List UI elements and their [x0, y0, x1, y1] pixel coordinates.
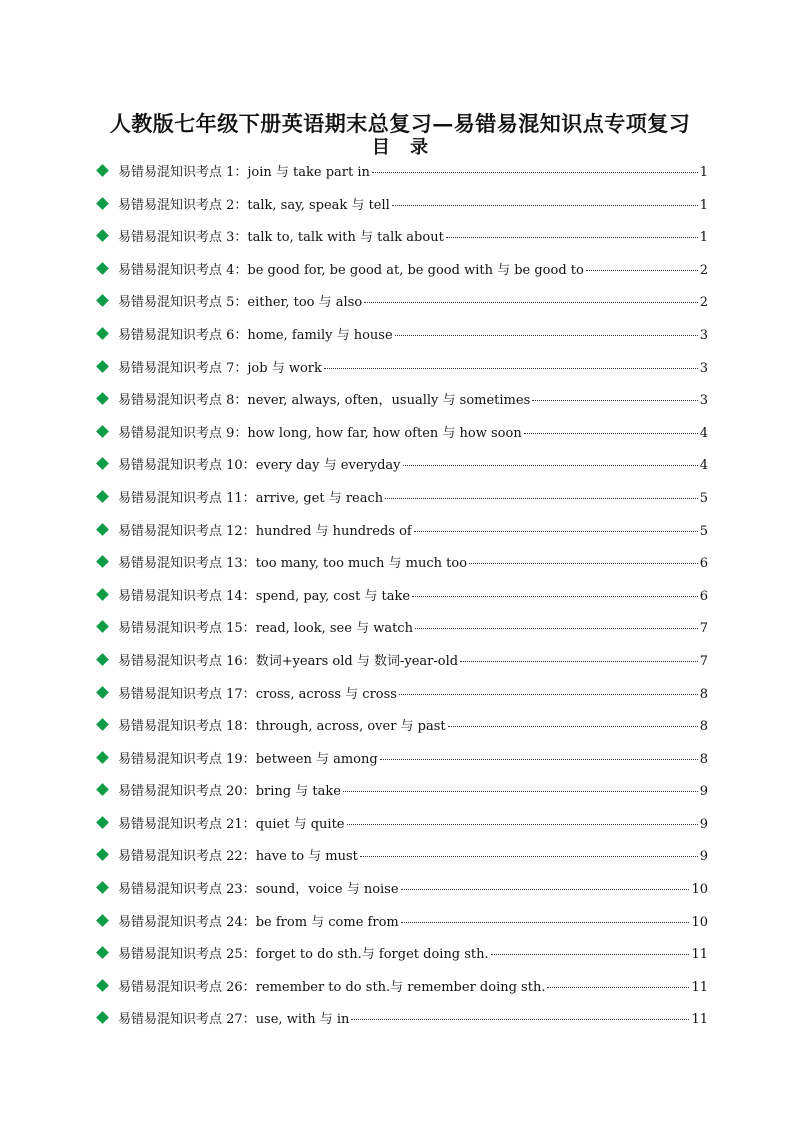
green-diamond-icon	[96, 588, 109, 601]
toc-entry[interactable]	[96, 421, 708, 454]
toc-entry-title: every day 与 everyday	[255, 458, 401, 474]
toc-entry-title: read, look, see 与 watch	[255, 621, 413, 637]
toc-entry[interactable]	[96, 747, 708, 780]
page-title: 人教版七年级下册英语期末总复习—易错易混知识点专项复习	[109, 111, 691, 137]
leader-dots	[324, 368, 698, 369]
toc-entry[interactable]	[96, 682, 708, 715]
toc-entry-label: 易错易混知识考点 12：	[118, 523, 256, 539]
toc-heading: 目 录	[371, 137, 429, 158]
green-diamond-icon	[96, 295, 109, 308]
toc-entry-page-number: 8	[699, 719, 708, 735]
leader-dots	[403, 465, 698, 466]
toc-entry-label: 易错易混知识考点 13：	[118, 556, 256, 572]
toc-entry-title: arrive, get 与 reach	[255, 490, 384, 506]
leader-dots	[364, 302, 698, 303]
toc-entry-label: 易错易混知识考点 16：	[118, 653, 256, 669]
leader-dots	[360, 856, 698, 857]
leader-dots	[448, 726, 698, 727]
toc-entry[interactable]	[96, 160, 708, 193]
toc-entry-page-number: 5	[699, 523, 708, 539]
green-diamond-icon	[96, 946, 109, 959]
toc-entry-label: 易错易混知识考点 18：	[118, 719, 256, 735]
toc-entry-label: 易错易混知识考点 23：	[118, 882, 256, 898]
toc-entry-label: 易错易混知识考点 3：	[118, 230, 248, 246]
green-diamond-icon	[96, 197, 109, 210]
toc-entry-title: quiet 与 quite	[255, 816, 345, 832]
green-diamond-icon	[96, 523, 109, 536]
toc-entry[interactable]	[96, 910, 708, 943]
toc-entry-title: 数词+years old 与 数词-year-old	[255, 653, 459, 669]
leader-dots	[343, 791, 698, 792]
toc-entry[interactable]	[96, 584, 708, 617]
toc-entry-title: forget to do sth.与 forget doing sth.	[255, 947, 489, 963]
green-diamond-icon	[96, 620, 109, 633]
toc-entry[interactable]	[96, 877, 708, 910]
green-diamond-icon	[96, 1012, 109, 1025]
toc-entry-label: 易错易混知识考点 24：	[118, 914, 256, 930]
leader-dots	[351, 1019, 689, 1020]
green-diamond-icon	[96, 425, 109, 438]
green-diamond-icon	[96, 783, 109, 796]
toc-entry-page-number: 2	[699, 262, 708, 278]
toc-entry-title: talk to, talk with 与 talk about	[247, 230, 444, 246]
toc-entry[interactable]	[96, 323, 708, 356]
toc-entry-title: have to 与 must	[255, 849, 358, 865]
toc-entry[interactable]	[96, 388, 708, 421]
green-diamond-icon	[96, 979, 109, 992]
toc-entry-title: be good for, be good at, be good with 与 be good to	[247, 262, 584, 278]
toc-entry-page-number: 9	[699, 784, 708, 800]
toc-entry-page-number: 7	[699, 653, 708, 669]
leader-dots	[399, 694, 698, 695]
green-diamond-icon	[96, 849, 109, 862]
toc-entry-page-number: 4	[699, 425, 708, 441]
toc-entry-label: 易错易混知识考点 8：	[118, 393, 248, 409]
green-diamond-icon	[96, 360, 109, 373]
green-diamond-icon	[96, 164, 109, 177]
toc-entry-title: hundred 与 hundreds of	[255, 523, 412, 539]
leader-dots	[372, 172, 698, 173]
toc-entry-title: how long, how far, how often 与 how soon	[247, 425, 522, 441]
toc-entry-title: between 与 among	[255, 751, 378, 767]
toc-entry-title: too many, too much 与 much too	[255, 556, 468, 572]
toc-entry[interactable]	[96, 486, 708, 519]
leader-dots	[415, 628, 698, 629]
toc-entry-label: 易错易混知识考点 15：	[118, 621, 256, 637]
toc-entry-label: 易错易混知识考点 4：	[118, 262, 248, 278]
toc-entry-title: job 与 work	[247, 360, 322, 376]
green-diamond-icon	[96, 751, 109, 764]
toc-entry-title: home, family 与 house	[247, 327, 393, 343]
toc-entry-page-number: 1	[699, 197, 708, 213]
toc-entry-page-number: 5	[699, 490, 708, 506]
toc-entry[interactable]	[96, 453, 708, 486]
green-diamond-icon	[96, 327, 109, 340]
toc-entry-page-number: 9	[699, 849, 708, 865]
toc-entry-label: 易错易混知识考点 25：	[118, 947, 256, 963]
toc-entry-page-number: 7	[699, 621, 708, 637]
toc-entry-page-number: 3	[699, 393, 708, 409]
green-diamond-icon	[96, 490, 109, 503]
toc-entry-page-number: 6	[699, 556, 708, 572]
toc-entry-label: 易错易混知识考点 26：	[118, 979, 256, 995]
toc-entry-title: either, too 与 also	[247, 295, 363, 311]
toc-entry-page-number: 4	[699, 458, 708, 474]
toc-entry-title: cross, across 与 cross	[255, 686, 397, 702]
leader-dots	[532, 400, 697, 401]
toc-entry[interactable]	[96, 844, 708, 877]
toc-entry-label: 易错易混知识考点 10：	[118, 458, 256, 474]
leader-dots	[392, 205, 698, 206]
toc-entry-label: 易错易混知识考点 11：	[118, 490, 256, 506]
green-diamond-icon	[96, 881, 109, 894]
leader-dots	[446, 237, 698, 238]
toc-entry-label: 易错易混知识考点 5：	[118, 295, 248, 311]
toc-entry-label: 易错易混知识考点 21：	[118, 816, 256, 832]
toc-entry[interactable]	[96, 356, 708, 389]
toc-entry-label: 易错易混知识考点 19：	[118, 751, 256, 767]
toc-entry-page-number: 10	[691, 882, 708, 898]
toc-entry-label: 易错易混知识考点 27：	[118, 1012, 256, 1028]
toc-entry-title: be from 与 come from	[255, 914, 399, 930]
toc-entry-page-number: 11	[691, 1012, 708, 1028]
toc-entry[interactable]	[96, 812, 708, 845]
toc-entry-title: through, across, over 与 past	[255, 719, 446, 735]
leader-dots	[380, 759, 698, 760]
toc-entry-page-number: 1	[699, 230, 708, 246]
green-diamond-icon	[96, 262, 109, 275]
leader-dots	[385, 498, 698, 499]
green-diamond-icon	[96, 653, 109, 666]
toc-entry-page-number: 11	[691, 979, 708, 995]
toc-entry-page-number: 10	[691, 914, 708, 930]
toc-entry-title: spend, pay, cost 与 take	[255, 588, 411, 604]
leader-dots	[524, 433, 698, 434]
toc-entry-label: 易错易混知识考点 22：	[118, 849, 256, 865]
toc-entry-label: 易错易混知识考点 2：	[118, 197, 248, 213]
toc-entry[interactable]	[96, 975, 708, 1008]
toc-entry[interactable]	[96, 714, 708, 747]
table-of-contents	[96, 160, 708, 1040]
toc-entry-page-number: 3	[699, 360, 708, 376]
toc-entry[interactable]	[96, 225, 708, 258]
toc-entry-label: 易错易混知识考点 9：	[118, 425, 248, 441]
leader-dots	[401, 922, 690, 923]
toc-entry[interactable]	[96, 519, 708, 552]
leader-dots	[586, 270, 698, 271]
leader-dots	[401, 889, 690, 890]
toc-entry-page-number: 2	[699, 295, 708, 311]
leader-dots	[547, 987, 689, 988]
toc-entry[interactable]	[96, 649, 708, 682]
toc-entry-title: use, with 与 in	[255, 1012, 350, 1028]
leader-dots	[491, 954, 690, 955]
toc-entry-page-number: 1	[699, 165, 708, 180]
green-diamond-icon	[96, 229, 109, 242]
green-diamond-icon	[96, 914, 109, 927]
leader-dots	[414, 531, 698, 532]
toc-entry-page-number: 6	[699, 588, 708, 604]
green-diamond-icon	[96, 555, 109, 568]
toc-entry[interactable]	[96, 616, 708, 649]
toc-entry[interactable]	[96, 942, 708, 975]
toc-entry-title: talk, say, speak 与 tell	[247, 197, 390, 213]
toc-entry[interactable]	[96, 290, 708, 323]
toc-entry-title: never, always, often，usually 与 sometimes	[247, 393, 531, 409]
toc-entry-page-number: 11	[691, 947, 708, 963]
toc-entry-page-number: 8	[699, 686, 708, 702]
green-diamond-icon	[96, 816, 109, 829]
toc-entry-title: bring 与 take	[255, 784, 341, 800]
green-diamond-icon	[96, 457, 109, 470]
toc-entry[interactable]	[96, 779, 708, 812]
toc-entry[interactable]	[96, 1007, 708, 1040]
leader-dots	[469, 563, 698, 564]
toc-entry-label: 易错易混知识考点 6：	[118, 327, 248, 343]
green-diamond-icon	[96, 392, 109, 405]
toc-entry-label: 易错易混知识考点 7：	[118, 360, 248, 376]
toc-entry-page-number: 3	[699, 327, 708, 343]
green-diamond-icon	[96, 686, 109, 699]
toc-entry-title: join 与 take part in	[247, 165, 370, 180]
leader-dots	[395, 335, 698, 336]
toc-entry-title: sound，voice 与 noise	[255, 882, 399, 898]
toc-entry[interactable]	[96, 258, 708, 291]
toc-entry[interactable]	[96, 193, 708, 226]
toc-entry-label: 易错易混知识考点 1：	[118, 165, 248, 180]
toc-entry-title: remember to do sth.与 remember doing sth.	[255, 979, 546, 995]
toc-entry-label: 易错易混知识考点 20：	[118, 784, 256, 800]
toc-entry-page-number: 8	[699, 751, 708, 767]
toc-entry-page-number: 9	[699, 816, 708, 832]
green-diamond-icon	[96, 718, 109, 731]
leader-dots	[460, 661, 698, 662]
toc-entry-label: 易错易混知识考点 14：	[118, 588, 256, 604]
leader-dots	[412, 596, 698, 597]
toc-entry[interactable]	[96, 551, 708, 584]
leader-dots	[347, 824, 698, 825]
toc-entry-label: 易错易混知识考点 17：	[118, 686, 256, 702]
